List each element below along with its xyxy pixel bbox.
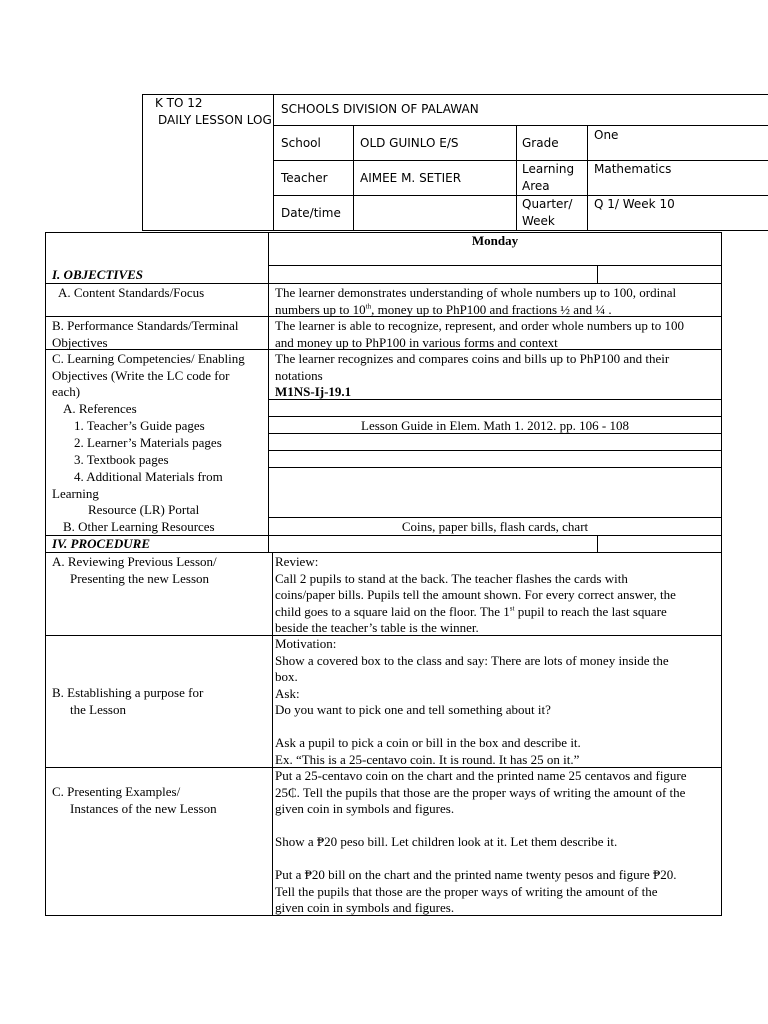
competencies-label-line2: Objectives (Write the LC code for <box>52 367 230 383</box>
references-label: A. References <box>63 401 137 416</box>
school-value: OLD GUINLO E/S <box>360 136 459 150</box>
additional-label-line3: Resource (LR) Portal <box>88 502 200 517</box>
content-standards-line2 <box>275 302 721 319</box>
learning-area-label-line2: Area <box>522 179 550 193</box>
purpose-blank-line <box>275 719 721 736</box>
textbook-label: 3. Textbook pages <box>74 452 169 467</box>
header-divider <box>516 125 517 231</box>
reviewing-line3: coins/paper bills. Pupils tell the amount shown. For every correct answer, the <box>275 587 676 602</box>
table-border <box>45 232 46 915</box>
table-column-divider <box>272 552 273 915</box>
table-row-line <box>268 517 722 518</box>
competencies-label-line3: each) <box>52 384 81 399</box>
learners-materials-label: 2. Learner’s Materials pages <box>74 435 222 450</box>
competencies-label-line1: C. Learning Competencies/ Enabling <box>52 351 245 366</box>
examples-line6: Tell the pupils that those are the proper ways of writing the amount of the <box>275 883 658 899</box>
header-divider <box>353 125 354 231</box>
additional-materials-label <box>52 469 223 519</box>
reviewing-label-line2: Presenting the new Lesson <box>70 570 210 586</box>
examples-line1: Put a 25-centavo coin on the chart and the printed name 25 centavos and figure <box>275 768 687 783</box>
performance-value <box>275 318 721 351</box>
date-label: Date/time <box>281 206 341 220</box>
performance-label-line1: B. Performance Standards/Terminal <box>52 318 239 333</box>
table-row-line <box>268 416 722 417</box>
reviewing-line4 <box>275 604 721 621</box>
header-divider <box>273 160 768 161</box>
reviewing-label <box>52 554 217 587</box>
table-row-line <box>45 283 722 284</box>
reviewing-line5: beside the teacher’s table is the winner. <box>275 620 479 635</box>
performance-label-line2: Objectives <box>52 334 108 350</box>
header-divider <box>273 125 768 126</box>
quarter-label-line2: Week <box>522 214 555 228</box>
other-resources-label: B. Other Learning Resources <box>63 519 215 534</box>
table-row-line <box>268 467 722 468</box>
teacher-value: AIMEE M. SETIER <box>360 171 462 185</box>
table-column-divider <box>268 535 269 552</box>
teachers-guide-value: Lesson Guide in Elem. Math 1. 2012. pp. 106 - 108 <box>361 418 629 433</box>
additional-label-line2: Learning <box>52 485 99 501</box>
reviewing-line4b: pupil to reach the last square <box>514 603 667 619</box>
purpose-label-line2: the Lesson <box>70 701 126 717</box>
competencies-value-line1: The learner recognizes and compares coins and bills up to PhP100 and their <box>275 351 670 366</box>
examples-label-line2: Instances of the new Lesson <box>70 800 217 816</box>
examples-line7: given coin in symbols and figures. <box>275 900 455 915</box>
purpose-line3: box. <box>275 669 298 684</box>
purpose-label <box>52 685 203 718</box>
content-standards-value <box>275 285 721 318</box>
procedure-heading: IV. PROCEDURE <box>52 536 151 551</box>
division-name: SCHOOLS DIVISION OF PALAWAN <box>281 102 479 116</box>
reviewing-label-line1: A. Reviewing Previous Lesson/ <box>52 554 217 569</box>
examples-value <box>275 768 721 917</box>
purpose-value <box>275 636 721 768</box>
other-resources-value: Coins, paper bills, flash cards, chart <box>401 519 589 534</box>
purpose-line5: Do you want to pick one and tell something about it? <box>275 702 551 717</box>
purpose-line7: Ex. “This is a 25-centavo coin. It is round. It has 25 on it.” <box>275 751 580 767</box>
reviewing-line2: Call 2 pupils to stand at the back. The teacher flashes the cards with <box>275 570 628 586</box>
additional-label-line1: 4. Additional Materials from <box>74 469 223 484</box>
learning-area-label-line1: Learning <box>522 162 575 176</box>
competencies-value <box>275 351 721 401</box>
performance-value-line1: The learner is able to recognize, represent, and order whole numbers up to 100 <box>275 318 684 333</box>
day-heading: Monday <box>471 233 519 248</box>
examples-line4: Show a ₱20 peso bill. Let children look at it. Let them describe it. <box>275 834 618 849</box>
school-label: School <box>281 136 321 150</box>
quarter-value: Q 1/ Week 10 <box>594 197 675 211</box>
purpose-label-line1: B. Establishing a purpose for <box>52 685 204 700</box>
examples-line5: Put a ₱20 bill on the chart and the printed name twenty pesos and figure ₱20. <box>275 867 677 882</box>
quarter-label <box>522 196 572 230</box>
teachers-guide-label: 1. Teacher’s Guide pages <box>74 418 205 433</box>
reviewing-sup: st <box>509 604 515 613</box>
log-title-line1: K TO 12 <box>155 96 203 110</box>
performance-value-line2: and money up to PhP100 in various forms and context <box>275 334 558 350</box>
log-title <box>155 95 272 129</box>
table-column-divider <box>597 535 598 552</box>
header-divider <box>587 125 588 231</box>
examples-label-line1: C. Presenting Examples/ <box>52 784 181 799</box>
performance-label <box>52 318 238 351</box>
reviewing-value <box>275 554 721 637</box>
competencies-code: M1NS-Ij-19.1 <box>275 384 352 399</box>
content-standards-line1: The learner demonstrates understanding of whole numbers up to 100, ordinal <box>275 285 677 300</box>
log-title-line2: DAILY LESSON LOG <box>158 113 272 127</box>
grade-label: Grade <box>522 136 559 150</box>
examples-line2: 25₵. Tell the pupils that those are the proper ways of writing the amount of the <box>275 784 686 800</box>
content-standards-line2b: , money up to PhP100 and fractions ½ and ¼ . <box>371 301 612 317</box>
purpose-line4: Ask: <box>275 685 300 701</box>
competencies-label <box>52 351 245 401</box>
learning-area-value: Mathematics <box>594 162 672 176</box>
reviewing-line1: Review: <box>275 554 319 569</box>
examples-blank-line <box>275 818 721 835</box>
examples-label <box>52 784 217 817</box>
content-standards-label: A. Content Standards/Focus <box>58 285 205 300</box>
objectives-heading: I. OBJECTIVES <box>52 267 144 282</box>
purpose-line1: Motivation: <box>275 636 337 651</box>
purpose-line6: Ask a pupil to pick a coin or bill in the box and describe it. <box>275 735 581 750</box>
content-standards-line2a: numbers up to 10 <box>275 301 366 317</box>
header-divider <box>273 195 768 196</box>
learning-area-label <box>522 161 574 195</box>
table-column-divider <box>268 283 269 535</box>
examples-line3: given coin in symbols and figures. <box>275 801 455 816</box>
teacher-label: Teacher <box>281 171 328 185</box>
grade-value: One <box>594 128 619 142</box>
competencies-value-line2: notations <box>275 367 323 383</box>
examples-blank-line <box>275 851 721 868</box>
content-standards-sup: th <box>365 302 372 311</box>
table-row-line <box>268 450 722 451</box>
reviewing-line4a: child goes to a square laid on the floor. The 1 <box>275 603 510 619</box>
table-row-line <box>268 265 722 266</box>
table-column-divider <box>597 265 598 283</box>
purpose-line2: Show a covered box to the class and say: There are lots of money inside the <box>275 652 669 668</box>
table-border <box>721 232 722 915</box>
quarter-label-line1: Quarter/ <box>522 197 573 211</box>
